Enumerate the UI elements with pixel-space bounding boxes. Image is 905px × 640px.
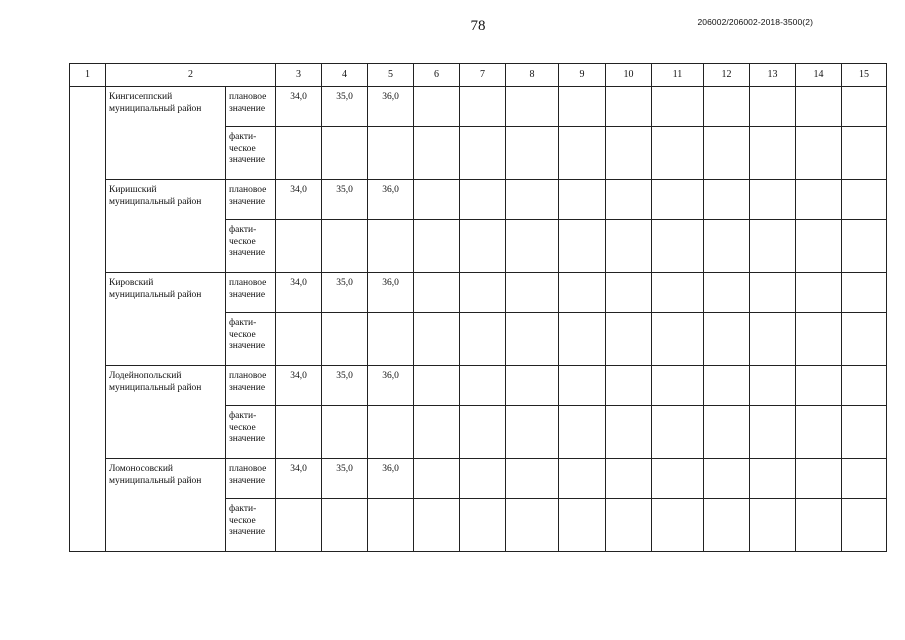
- empty-cell: [460, 127, 506, 180]
- empty-cell: [606, 366, 652, 406]
- empty-cell: [842, 273, 887, 313]
- plan-label: [226, 87, 276, 127]
- label-line: плановое: [229, 185, 267, 195]
- empty-cell: [842, 180, 887, 220]
- district-name-line: Кингисеппский: [109, 92, 173, 102]
- label-line: ческое: [229, 329, 256, 340]
- label-line: факти-: [229, 318, 257, 328]
- fact-label: [226, 406, 276, 459]
- label-line: значение: [229, 103, 266, 114]
- plan-label: [226, 180, 276, 220]
- fact-label: [226, 220, 276, 273]
- empty-cell: [414, 499, 460, 552]
- empty-cell: [559, 273, 606, 313]
- empty-cell: [606, 127, 652, 180]
- label-line: факти-: [229, 225, 257, 235]
- empty-cell: [506, 459, 559, 499]
- column-header: 5: [368, 64, 414, 87]
- empty-cell: [506, 127, 559, 180]
- empty-cell: [652, 87, 704, 127]
- empty-cell: [506, 273, 559, 313]
- empty-cell: [606, 273, 652, 313]
- empty-cell: [368, 127, 414, 180]
- column-header: 10: [606, 64, 652, 87]
- table-header-row: [70, 64, 887, 87]
- label-line: ческое: [229, 515, 256, 526]
- empty-cell: [704, 127, 750, 180]
- plan-value: 35,0: [322, 459, 368, 499]
- empty-cell: [750, 313, 796, 366]
- column-header: 1: [70, 64, 106, 87]
- empty-cell: [559, 220, 606, 273]
- empty-cell: [460, 273, 506, 313]
- label-line: ческое: [229, 143, 256, 154]
- column-header: 4: [322, 64, 368, 87]
- empty-cell: [606, 459, 652, 499]
- empty-cell: [704, 87, 750, 127]
- empty-cell: [796, 127, 842, 180]
- empty-cell: [704, 180, 750, 220]
- empty-cell: [460, 459, 506, 499]
- plan-value: 35,0: [322, 87, 368, 127]
- table-row: [70, 273, 887, 313]
- table-row: [70, 459, 887, 499]
- empty-cell: [460, 87, 506, 127]
- empty-cell: [704, 220, 750, 273]
- column-header: 12: [704, 64, 750, 87]
- row-number-cell: [70, 87, 106, 552]
- empty-cell: [460, 220, 506, 273]
- empty-cell: [842, 313, 887, 366]
- label-line: значение: [229, 382, 266, 393]
- empty-cell: [652, 273, 704, 313]
- empty-cell: [796, 313, 842, 366]
- column-header: 6: [414, 64, 460, 87]
- column-header: 8: [506, 64, 559, 87]
- empty-cell: [606, 87, 652, 127]
- document-code: 206002/206002-2018-3500(2): [697, 17, 813, 27]
- empty-cell: [704, 406, 750, 459]
- empty-cell: [506, 366, 559, 406]
- fact-label: [226, 127, 276, 180]
- empty-cell: [750, 499, 796, 552]
- plan-value: 34,0: [276, 87, 322, 127]
- district-name: [106, 366, 226, 459]
- empty-cell: [368, 220, 414, 273]
- empty-cell: [652, 313, 704, 366]
- empty-cell: [842, 499, 887, 552]
- empty-cell: [559, 366, 606, 406]
- plan-value: 34,0: [276, 459, 322, 499]
- label-line: значение: [229, 341, 266, 351]
- plan-label: [226, 459, 276, 499]
- empty-cell: [750, 127, 796, 180]
- empty-cell: [322, 220, 368, 273]
- empty-cell: [414, 366, 460, 406]
- empty-cell: [322, 127, 368, 180]
- empty-cell: [506, 313, 559, 366]
- label-line: значение: [229, 248, 266, 258]
- district-name-line: Лодейнопольский: [109, 371, 182, 381]
- empty-cell: [559, 127, 606, 180]
- column-header: 13: [750, 64, 796, 87]
- plan-value: 36,0: [368, 180, 414, 220]
- empty-cell: [796, 87, 842, 127]
- empty-cell: [460, 366, 506, 406]
- empty-cell: [414, 87, 460, 127]
- empty-cell: [750, 459, 796, 499]
- empty-cell: [842, 366, 887, 406]
- empty-cell: [796, 499, 842, 552]
- plan-value: 34,0: [276, 273, 322, 313]
- empty-cell: [460, 406, 506, 459]
- column-header: 14: [796, 64, 842, 87]
- empty-cell: [652, 220, 704, 273]
- district-name: [106, 87, 226, 180]
- label-line: ческое: [229, 422, 256, 433]
- plan-value: 35,0: [322, 273, 368, 313]
- empty-cell: [606, 499, 652, 552]
- empty-cell: [606, 313, 652, 366]
- empty-cell: [559, 180, 606, 220]
- empty-cell: [276, 406, 322, 459]
- column-header: 7: [460, 64, 506, 87]
- label-line: значение: [229, 196, 266, 207]
- empty-cell: [652, 180, 704, 220]
- empty-cell: [368, 406, 414, 459]
- label-line: ческое: [229, 236, 256, 247]
- label-line: значение: [229, 527, 266, 537]
- indicators-table: [69, 63, 887, 552]
- empty-cell: [276, 499, 322, 552]
- empty-cell: [704, 313, 750, 366]
- empty-cell: [704, 366, 750, 406]
- label-line: плановое: [229, 371, 267, 381]
- empty-cell: [460, 180, 506, 220]
- empty-cell: [414, 313, 460, 366]
- empty-cell: [796, 273, 842, 313]
- empty-cell: [368, 499, 414, 552]
- empty-cell: [750, 406, 796, 459]
- empty-cell: [842, 220, 887, 273]
- empty-cell: [750, 220, 796, 273]
- label-line: плановое: [229, 464, 267, 474]
- empty-cell: [606, 406, 652, 459]
- empty-cell: [842, 406, 887, 459]
- empty-cell: [842, 87, 887, 127]
- plan-value: 36,0: [368, 273, 414, 313]
- empty-cell: [750, 180, 796, 220]
- empty-cell: [796, 220, 842, 273]
- empty-cell: [414, 220, 460, 273]
- page-number: 78: [470, 18, 486, 34]
- district-name: [106, 273, 226, 366]
- label-line: факти-: [229, 132, 257, 142]
- empty-cell: [276, 220, 322, 273]
- label-line: значение: [229, 434, 266, 444]
- empty-cell: [750, 87, 796, 127]
- empty-cell: [606, 220, 652, 273]
- label-line: плановое: [229, 92, 267, 102]
- district-name-line: Ломоносовский: [109, 464, 174, 474]
- empty-cell: [796, 180, 842, 220]
- empty-cell: [750, 273, 796, 313]
- district-name-line: муниципальный район: [109, 103, 202, 114]
- column-header: 9: [559, 64, 606, 87]
- label-line: значение: [229, 289, 266, 300]
- label-line: значение: [229, 155, 266, 165]
- empty-cell: [276, 313, 322, 366]
- column-header: 11: [652, 64, 704, 87]
- empty-cell: [559, 499, 606, 552]
- empty-cell: [368, 313, 414, 366]
- label-line: значение: [229, 475, 266, 486]
- empty-cell: [704, 273, 750, 313]
- empty-cell: [559, 406, 606, 459]
- empty-cell: [750, 366, 796, 406]
- district-name-line: Киришский: [109, 185, 157, 195]
- column-header: 3: [276, 64, 322, 87]
- empty-cell: [414, 273, 460, 313]
- empty-cell: [704, 499, 750, 552]
- column-header: 15: [842, 64, 887, 87]
- empty-cell: [322, 499, 368, 552]
- plan-value: 36,0: [368, 459, 414, 499]
- empty-cell: [652, 127, 704, 180]
- empty-cell: [842, 459, 887, 499]
- empty-cell: [796, 459, 842, 499]
- empty-cell: [796, 366, 842, 406]
- empty-cell: [704, 459, 750, 499]
- empty-cell: [652, 499, 704, 552]
- empty-cell: [559, 313, 606, 366]
- empty-cell: [652, 406, 704, 459]
- plan-value: 35,0: [322, 180, 368, 220]
- empty-cell: [652, 366, 704, 406]
- empty-cell: [506, 499, 559, 552]
- empty-cell: [414, 180, 460, 220]
- plan-label: [226, 366, 276, 406]
- plan-value: 35,0: [322, 366, 368, 406]
- empty-cell: [506, 87, 559, 127]
- empty-cell: [460, 499, 506, 552]
- label-line: факти-: [229, 504, 257, 514]
- plan-value: 36,0: [368, 366, 414, 406]
- empty-cell: [322, 313, 368, 366]
- empty-cell: [559, 459, 606, 499]
- empty-cell: [606, 180, 652, 220]
- plan-value: 34,0: [276, 180, 322, 220]
- empty-cell: [652, 459, 704, 499]
- district-name-line: муниципальный район: [109, 475, 202, 486]
- fact-label: [226, 313, 276, 366]
- empty-cell: [842, 127, 887, 180]
- empty-cell: [506, 406, 559, 459]
- empty-cell: [414, 127, 460, 180]
- district-name-line: Кировский: [109, 278, 154, 288]
- column-header: 2: [106, 64, 276, 87]
- district-name-line: муниципальный район: [109, 196, 202, 207]
- table-row: [70, 180, 887, 220]
- empty-cell: [559, 87, 606, 127]
- empty-cell: [506, 180, 559, 220]
- empty-cell: [322, 406, 368, 459]
- fact-label: [226, 499, 276, 552]
- label-line: плановое: [229, 278, 267, 288]
- district-name-line: муниципальный район: [109, 382, 202, 393]
- empty-cell: [506, 220, 559, 273]
- plan-value: 34,0: [276, 366, 322, 406]
- plan-label: [226, 273, 276, 313]
- district-name: [106, 459, 226, 552]
- table-row: [70, 87, 887, 127]
- empty-cell: [796, 406, 842, 459]
- empty-cell: [460, 313, 506, 366]
- label-line: факти-: [229, 411, 257, 421]
- empty-cell: [414, 459, 460, 499]
- district-name-line: муниципальный район: [109, 289, 202, 300]
- empty-cell: [414, 406, 460, 459]
- table-row: [70, 366, 887, 406]
- plan-value: 36,0: [368, 87, 414, 127]
- district-name: [106, 180, 226, 273]
- empty-cell: [276, 127, 322, 180]
